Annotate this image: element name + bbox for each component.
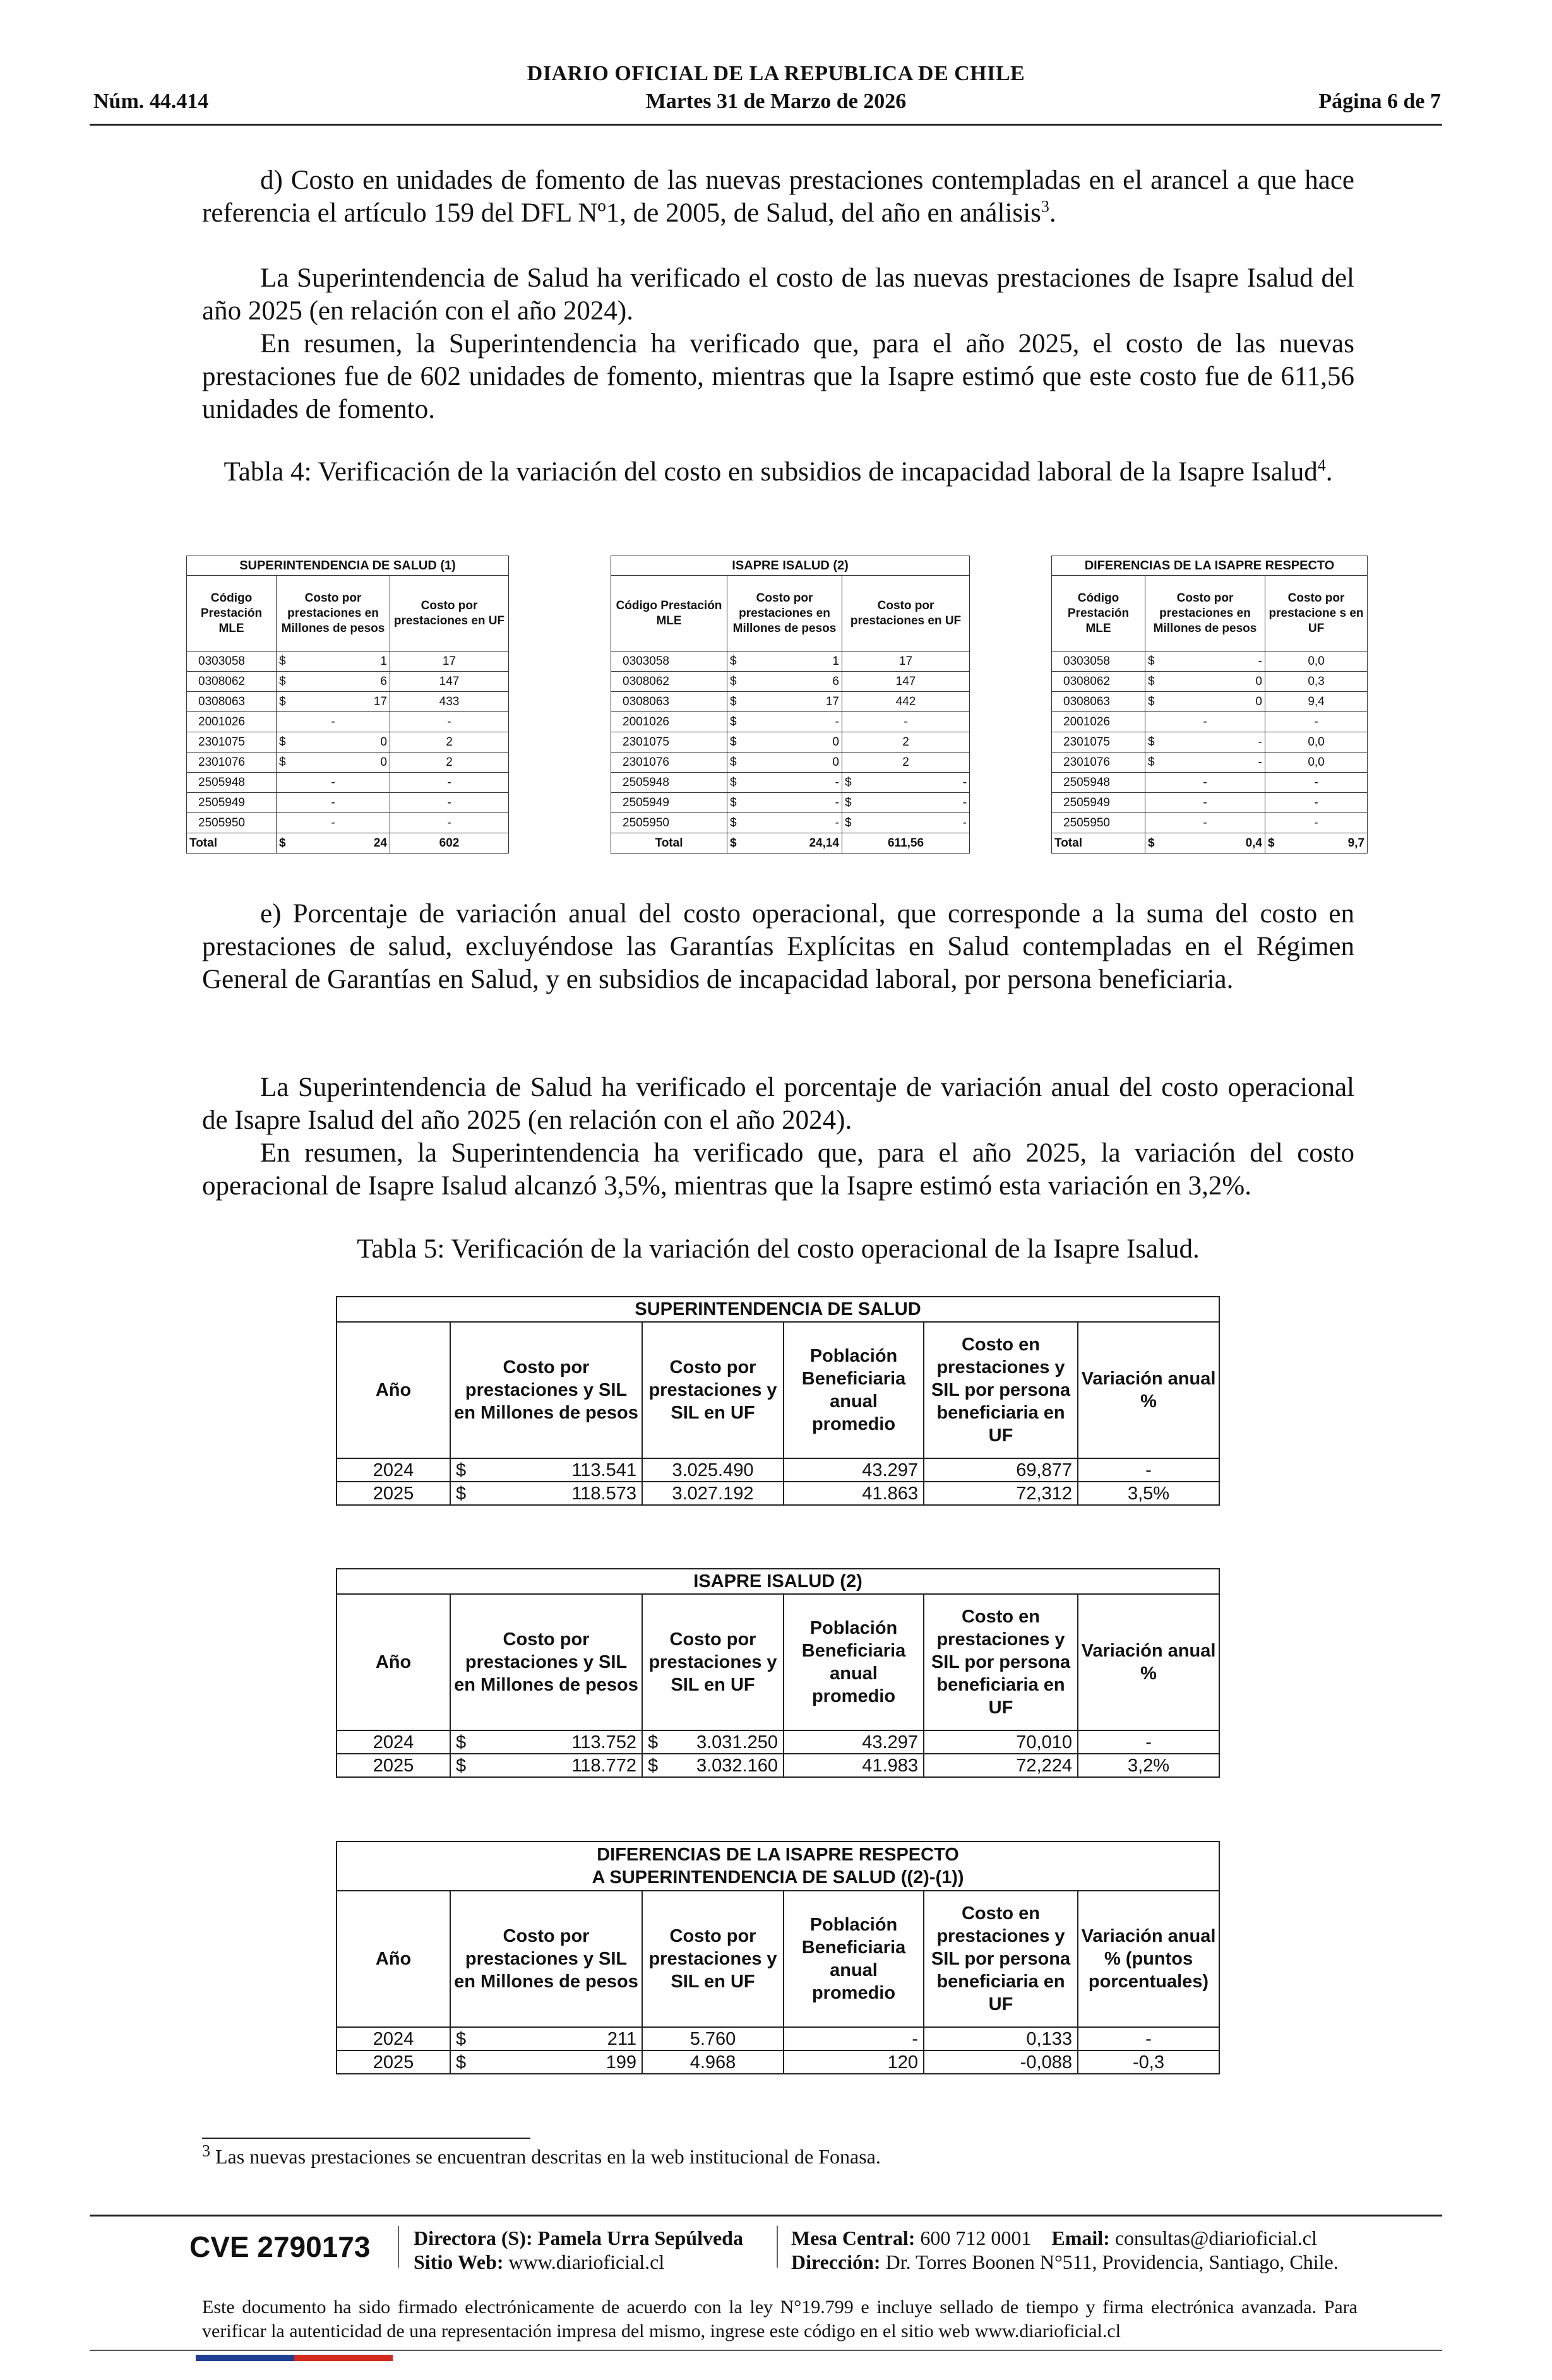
cell-cost-uf: - (1265, 793, 1368, 813)
cell-currency: $ (450, 2027, 475, 2050)
cell-cost-millions: 113.541 (475, 1458, 642, 1482)
cell-currency: $ (727, 692, 739, 712)
cell-cost-millions: - (1157, 732, 1265, 753)
cell-currency: $ (1145, 652, 1157, 672)
flag-stripe-red (294, 2355, 393, 2361)
col-header: Código Prestación MLE (1052, 576, 1145, 652)
col-header: Costo en prestaciones y SIL por persona beneficiaria en UF (924, 1891, 1078, 2027)
cell-variation: 3,5% (1078, 1482, 1219, 1505)
section-e-intro: e) Porcentaje de variación anual del costo operacional, que corresponde a la suma del costo en prestaciones de salud, excluyéndose las Garantías Explícitas en Salud contempladas en el Régimen General de Garantías en Salud, y en subsidios de incapacidad laboral, por persona beneficiaria. (202, 899, 1354, 994)
flag-stripe-blue (196, 2355, 294, 2361)
cell-cost-millions: 6 (739, 672, 842, 692)
col-header: Costo en prestaciones y SIL por persona beneficiaria en UF (924, 1594, 1078, 1730)
cell-cost-per-person: 0,133 (924, 2027, 1078, 2050)
col-header: Costo por prestaciones en Millones de pesos (277, 576, 390, 652)
cell-currency: $ (727, 753, 739, 773)
table-row (337, 1458, 1219, 1482)
cell-code: 2505949 (611, 793, 727, 813)
table-row (187, 753, 509, 773)
cell-variation: - (1078, 1458, 1219, 1482)
cell-cost-uf: 2 (842, 732, 970, 753)
cell-cost-millions: - (739, 813, 842, 833)
table-row (187, 773, 509, 793)
cell-variation: -0,3 (1078, 2050, 1219, 2074)
table-row (611, 753, 970, 773)
table-row (1052, 753, 1368, 773)
cell-cost-uf: 442 (842, 692, 970, 712)
table-row (187, 652, 509, 672)
table-row (337, 1754, 1219, 1777)
cell-code: 0308063 (611, 692, 727, 712)
table-row (611, 793, 970, 813)
table-row (611, 652, 970, 672)
cell-code: 2301076 (187, 753, 277, 773)
table-row (187, 692, 509, 712)
cell-cost-millions: - (1145, 712, 1265, 732)
footer-legal-notice: Este documento ha sido firmado electrónicamente de acuerdo con la ley N°19.799 e incluye sellado de tiempo y firma electrónica avanzada. Para verificar la autenticidad de una representación impresa del mismo, ingrese este código en el sitio web www.diarioficial.cl (202, 2297, 1358, 2341)
table-total-row: Total $ 24 602 (187, 833, 509, 854)
cell-cost-uf: 4.968 (642, 2050, 784, 2074)
cell-code: 0308063 (187, 692, 277, 712)
cell-cost-millions: 118.573 (475, 1482, 642, 1505)
col-header: Año (337, 1322, 450, 1458)
col-header: Costo por prestaciones en UF (390, 576, 509, 652)
cell-code: 2301076 (611, 753, 727, 773)
col-header: Costo por prestaciones y SIL en Millones de pesos (450, 1322, 642, 1458)
cell-cost-uf: 0,0 (1265, 753, 1368, 773)
cell-currency: $ (1145, 753, 1157, 773)
col-header: Población Beneficiaria anual promedio (784, 1322, 924, 1458)
table4-isapre (611, 556, 970, 854)
cell-cost-millions: 0 (1157, 692, 1265, 712)
cell-cost-uf (642, 1730, 784, 1754)
publication-title: DIARIO OFICIAL DE LA REPUBLICA DE CHILE (527, 62, 1025, 85)
section-e-p1: La Superintendencia de Salud ha verificado el porcentaje de variación anual del costo operacional de Isapre Isalud del año 2025 (en relación con el año 2024). (202, 1073, 1354, 1135)
cell-cost-uf: 17 (842, 652, 970, 672)
table5-isapre (336, 1568, 1220, 1778)
cell-code: 0303058 (611, 652, 727, 672)
cell-code: 2505950 (187, 813, 277, 833)
col-header: Variación anual % (puntos porcentuales) (1078, 1891, 1219, 2027)
cell-year: 2024 (337, 1730, 450, 1754)
cell-cost-uf: - (854, 813, 970, 833)
cell-cost-millions: 17 (288, 692, 390, 712)
cell-cost-uf: - (390, 712, 509, 732)
cell-cost-millions: - (1145, 813, 1265, 833)
cell-cost-millions: - (1145, 773, 1265, 793)
cell-cost-uf: 2 (390, 753, 509, 773)
cell-cost-uf (642, 1754, 784, 1777)
cell-cost-millions: - (277, 773, 390, 793)
cell-cost-uf: - (1265, 773, 1368, 793)
col-header: Año (337, 1891, 450, 2027)
cell-code: 2301076 (1052, 753, 1145, 773)
cell-code: 2001026 (187, 712, 277, 732)
table-row (611, 712, 970, 732)
cell-currency: $ (727, 773, 739, 793)
table-row (611, 732, 970, 753)
cell-code: 0308062 (611, 672, 727, 692)
table-row (1052, 732, 1368, 753)
page-number: Página 6 de 7 (1318, 90, 1441, 113)
footnote: $^3$ Las nuevas prestaciones se encuentran descritas en la web institucional de Fonasa. (202, 2141, 881, 2168)
cell-cost-uf: 5.760 (642, 2027, 784, 2050)
table-row (337, 1730, 1219, 1754)
col-header: Costo por prestaciones en Millones de pesos (727, 576, 842, 652)
table-row (1052, 652, 1368, 672)
table-row (187, 732, 509, 753)
cell-currency: $ (727, 712, 739, 732)
table5-superintendencia (336, 1296, 1220, 1506)
cve-code: CVE 2790173 (189, 2230, 371, 2263)
cell-cost-uf: 433 (390, 692, 509, 712)
cell-cost-per-person: -0,088 (924, 2050, 1078, 2074)
cell-cost-millions: 113.752 (475, 1730, 642, 1754)
cell-currency: $ (1145, 672, 1157, 692)
cell-population: - (784, 2027, 924, 2050)
table-row (187, 793, 509, 813)
cell-cost-millions: 118.772 (475, 1754, 642, 1777)
cell-currency: $ (450, 1754, 475, 1777)
cell-cost-millions: 0 (288, 753, 390, 773)
col-header: Costo por prestacione s en UF (1265, 576, 1368, 652)
cell-cost-millions: 199 (475, 2050, 642, 2074)
cell-cost-uf: - (1265, 712, 1368, 732)
table-row (611, 773, 970, 793)
cell-cost-millions: - (1157, 753, 1265, 773)
table-row (1052, 773, 1368, 793)
cell-cost-uf: 3.025.490 (642, 1458, 784, 1482)
cell-cost-millions: 6 (288, 672, 390, 692)
footer-separator (777, 2226, 778, 2268)
cell-cost-uf: 147 (842, 672, 970, 692)
cell-currency: $ (450, 2050, 475, 2074)
cell-code: 0303058 (1052, 652, 1145, 672)
col-header: Costo por prestaciones y SIL en UF (642, 1891, 784, 2027)
table-row (1052, 712, 1368, 732)
table-total-row: Total $ 0,4 $ 9,7 (1052, 833, 1368, 854)
section-e-p2: En resumen, la Superintendencia ha verificado que, para el año 2025, la variación del costo operacional de Isapre Isalud alcanzó 3,5%, mientras que la Isapre estimó esta variación en 3,2%. (202, 1138, 1354, 1201)
cell-code: 2505949 (1052, 793, 1145, 813)
cell-currency: $ (1145, 732, 1157, 753)
footer-contact-block: Mesa Central: 600 712 0001 Email: consultas@diarioficial.cl Dirección: Dr. Torres Boonen N°511, Providencia, Santiago, Chile. (791, 2227, 1339, 2273)
cell-cost-millions: - (1157, 652, 1265, 672)
footnote-divider (202, 2138, 530, 2139)
cell-currency: $ (450, 1730, 475, 1754)
col-header: Código Prestación MLE (187, 576, 277, 652)
col-header: Costo por prestaciones y SIL en Millones de pesos (450, 1594, 642, 1730)
cell-currency: $ (277, 672, 288, 692)
cell-code: 2505948 (187, 773, 277, 793)
table5-caption: Tabla 5: Verificación de la variación del costo operacional de la Isapre Isalud. (357, 1234, 1200, 1264)
cell-currency: $ (727, 672, 739, 692)
cell-currency: $ (277, 753, 288, 773)
table-title: ISAPRE ISALUD (2) (611, 556, 970, 576)
table-row (611, 692, 970, 712)
col-header: Costo por prestaciones y SIL en UF (642, 1594, 784, 1730)
col-header: Año (337, 1594, 450, 1730)
cell-cost-millions: - (277, 813, 390, 833)
cell-cost-uf: - (390, 813, 509, 833)
cell-currency: $ (450, 1458, 475, 1482)
cell-population: 43.297 (784, 1458, 924, 1482)
cell-currency: $ (277, 732, 288, 753)
cell-currency: $ (842, 813, 854, 833)
cell-cost-uf: - (842, 712, 970, 732)
cell-cost-millions: - (1145, 793, 1265, 813)
cell-cost-uf: 3.027.192 (642, 1482, 784, 1505)
cell-cost-millions: 1 (739, 652, 842, 672)
cell-cost-uf-value: 3.032.160 (696, 1755, 778, 1776)
cell-cost-uf: - (390, 793, 509, 813)
table-row (1052, 793, 1368, 813)
table-row (1052, 672, 1368, 692)
table5-diferencias (336, 1841, 1220, 2074)
table-total-row: Total $ 24,14 611,56 (611, 833, 970, 854)
col-header: Población Beneficiaria anual promedio (784, 1891, 924, 2027)
table-title: DIFERENCIAS DE LA ISAPRE RESPECTO A SUPERINTENDENCIA DE SALUD ((2)-(1)) (337, 1842, 1219, 1891)
table-title: SUPERINTENDENCIA DE SALUD (337, 1297, 1219, 1322)
col-header: Costo por prestaciones en UF (842, 576, 970, 652)
section-d-p1: La Superintendencia de Salud ha verificado el costo de las nuevas prestaciones de Isapre Isalud del año 2025 (en relación con el año 2024). (202, 263, 1354, 326)
cell-currency: $ (727, 732, 739, 753)
cell-cost-millions: - (739, 773, 842, 793)
table-row (1052, 692, 1368, 712)
cell-cost-millions: - (739, 712, 842, 732)
cell-currency: $ (648, 1732, 659, 1752)
col-header: Costo por prestaciones y SIL en UF (642, 1322, 784, 1458)
cell-cost-millions: - (277, 793, 390, 813)
cell-cost-uf: - (854, 793, 970, 813)
col-header: Población Beneficiaria anual promedio (784, 1594, 924, 1730)
table-title: DIFERENCIAS DE LA ISAPRE RESPECTO (1052, 556, 1368, 576)
footer-separator (398, 2226, 399, 2268)
cell-code: 2505948 (1052, 773, 1145, 793)
cell-code: 2001026 (1052, 712, 1145, 732)
cell-currency: $ (727, 793, 739, 813)
cell-cost-per-person: 72,224 (924, 1754, 1078, 1777)
cell-cost-uf: 0,0 (1265, 732, 1368, 753)
cell-variation: - (1078, 1730, 1219, 1754)
cell-cost-uf: 0,0 (1265, 652, 1368, 672)
cell-code: 2301075 (611, 732, 727, 753)
cell-currency: $ (842, 793, 854, 813)
table-row (337, 2027, 1219, 2050)
cell-cost-uf: 0,3 (1265, 672, 1368, 692)
issue-date: Martes 31 de Marzo de 2026 (645, 90, 907, 113)
table-row (611, 672, 970, 692)
table-row (611, 813, 970, 833)
section-d-p2: En resumen, la Superintendencia ha verificado que, para el año 2025, el costo de las nuevas prestaciones fue de 602 unidades de fomento, mientras que la Isapre estimó que este costo fue de 611,56 unidades de fomento. (202, 329, 1354, 424)
cell-population: 120 (784, 2050, 924, 2074)
footer-website-link[interactable]: www.diarioficial.cl (508, 2251, 665, 2273)
cell-currency: $ (450, 1482, 475, 1505)
cell-cost-uf-value: 3.031.250 (696, 1732, 778, 1752)
table-row (187, 813, 509, 833)
cell-code: 0303058 (187, 652, 277, 672)
cell-code: 2505948 (611, 773, 727, 793)
cell-code: 2001026 (611, 712, 727, 732)
cell-population: 43.297 (784, 1730, 924, 1754)
cell-cost-per-person: 69,877 (924, 1458, 1078, 1482)
cell-code: 0308062 (187, 672, 277, 692)
cell-cost-per-person: 70,010 (924, 1730, 1078, 1754)
table4-caption: Tabla 4: Verificación de la variación del costo en subsidios de incapacidad laboral de la Isapre Isalud$^4$. (224, 456, 1333, 487)
issue-number: Núm. 44.414 (93, 90, 209, 113)
cell-cost-uf: - (1265, 813, 1368, 833)
cell-year: 2024 (337, 2027, 450, 2050)
cell-code: 2505950 (1052, 813, 1145, 833)
cell-population: 41.983 (784, 1754, 924, 1777)
cell-variation: 3,2% (1078, 1754, 1219, 1777)
cell-cost-uf: - (390, 773, 509, 793)
cell-variation: - (1078, 2027, 1219, 2050)
cell-cost-uf: 2 (842, 753, 970, 773)
cell-cost-millions: - (277, 712, 390, 732)
table-title: SUPERINTENDENCIA DE SALUD (1) (187, 556, 509, 576)
col-header: Código Prestación MLE (611, 576, 727, 652)
footer-divider (90, 2215, 1442, 2216)
cell-cost-millions: - (739, 793, 842, 813)
cell-population: 41.863 (784, 1482, 924, 1505)
section-d-intro: d) Costo en unidades de fomento de las nuevas prestaciones contempladas en el arancel a que hace referencia el artículo 159 del DFL Nº1, de 2005, de Salud, del año en análisis$^3$. (202, 165, 1354, 228)
cell-code: 2505950 (611, 813, 727, 833)
cell-year: 2025 (337, 2050, 450, 2074)
cell-year: 2025 (337, 1482, 450, 1505)
table4-superintendencia (186, 556, 509, 854)
table4-diferencias (1051, 556, 1368, 854)
cell-currency: $ (648, 1755, 659, 1776)
cell-cost-millions: 0 (739, 732, 842, 753)
cell-cost-uf: 2 (390, 732, 509, 753)
col-header: Variación anual % (1078, 1594, 1219, 1730)
cell-cost-millions: 211 (475, 2027, 642, 2050)
cell-cost-uf: - (854, 773, 970, 793)
cell-currency: $ (277, 692, 288, 712)
cell-code: 2301075 (187, 732, 277, 753)
cell-cost-millions: 0 (739, 753, 842, 773)
cell-cost-millions: 0 (288, 732, 390, 753)
footer-email-link[interactable]: consultas@diarioficial.cl (1114, 2227, 1317, 2249)
col-header: Costo por prestaciones en Millones de pesos (1145, 576, 1265, 652)
cell-year: 2025 (337, 1754, 450, 1777)
table-row (187, 672, 509, 692)
cell-currency: $ (1145, 692, 1157, 712)
cell-code: 2301075 (1052, 732, 1145, 753)
cell-code: 0308063 (1052, 692, 1145, 712)
col-header: Costo en prestaciones y SIL por persona beneficiaria en UF (924, 1322, 1078, 1458)
col-header: Costo por prestaciones y SIL en Millones de pesos (450, 1891, 642, 2027)
cell-currency: $ (277, 652, 288, 672)
footer-director-block: Directora (S): Pamela Urra Sepúlveda Sitio Web: www.diarioficial.cl (414, 2227, 743, 2273)
table-row (337, 1482, 1219, 1505)
cell-code: 0308062 (1052, 672, 1145, 692)
cell-cost-uf: 9,4 (1265, 692, 1368, 712)
footer-bottom-divider (90, 2350, 1442, 2351)
cell-cost-per-person: 72,312 (924, 1482, 1078, 1505)
table-title: ISAPRE ISALUD (2) (337, 1569, 1219, 1594)
header-divider (90, 124, 1442, 126)
cell-cost-uf: 147 (390, 672, 509, 692)
table-row (1052, 813, 1368, 833)
cell-year: 2024 (337, 1458, 450, 1482)
cell-cost-millions: 1 (288, 652, 390, 672)
cell-cost-millions: 0 (1157, 672, 1265, 692)
table-row (337, 2050, 1219, 2074)
col-header: Variación anual % (1078, 1322, 1219, 1458)
cell-currency: $ (842, 773, 854, 793)
cell-currency: $ (727, 652, 739, 672)
cell-cost-millions: 17 (739, 692, 842, 712)
cell-code: 2505949 (187, 793, 277, 813)
cell-currency: $ (727, 813, 739, 833)
table-row (187, 712, 509, 732)
cell-cost-uf: 17 (390, 652, 509, 672)
